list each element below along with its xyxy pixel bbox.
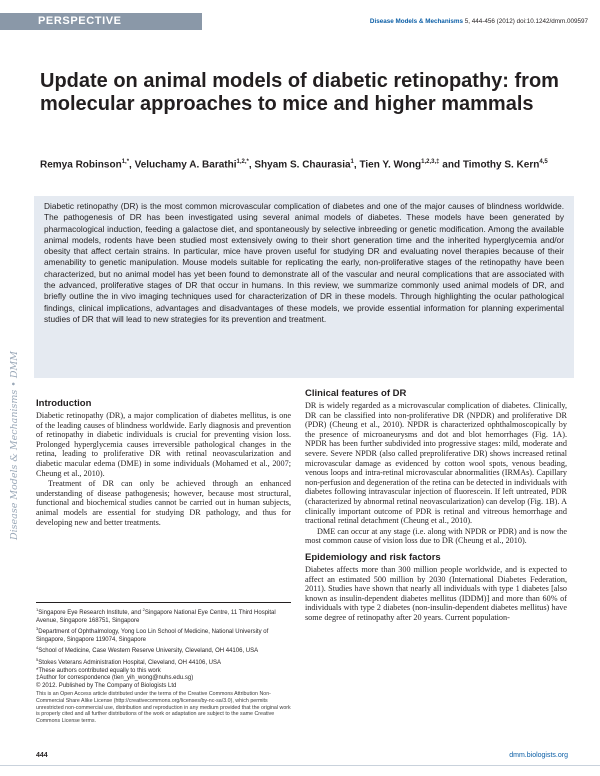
author-name: Remya Robinson bbox=[40, 159, 122, 171]
footnote-text: Singapore Eye Research Institute, and bbox=[38, 610, 143, 616]
article-title: Update on animal models of diabetic retinopathy: from molecular approaches to mice and higher mammals bbox=[40, 70, 559, 115]
author-separator: , bbox=[129, 159, 135, 171]
footer-rule bbox=[0, 765, 600, 766]
footnotes bbox=[36, 606, 291, 724]
abstract-box bbox=[34, 196, 574, 378]
journal-name: Disease Models & Mechanisms bbox=[369, 18, 464, 25]
epidemiology-paragraph-1: Diabetes affects more than 300 million people worldwide, and is expected to affect an estimated 500 million by 2030 (International Diabetes Federation, 2011). Studies have shown that nearly all individuals with type 1 diabetes [also known as insulin-dependent diabetes mellitus (IDDM)] and more than 60% of individuals with type 2 diabetes (non-insulin-dependent diabetes mellitus) have some degree of retinopathy after 20 years. Current population- bbox=[305, 564, 567, 622]
journal-ref: 5, 444-456 (2012) doi:10.1242/dmm.009597 bbox=[463, 18, 588, 25]
clinical-paragraph-1: DR is widely regarded as a microvascular complication of diabetes. Clinically, DR can be classified into non-proliferative DR (NPDR) and proliferative DR (PDR) (Cheung et al., 2010). NPDR is characterized ophthalmoscopically by the presence of microaneurysms and dot and blot hemorrhages (Fig. 1A). NPDR has been further subdivided into progressive stages: mild, moderate and severe. Severe NPDR (also called preproliferative DR) shows increased retinal microvascular damage as evidenced by cotton wool spots, venous beading, venous loops and intra-retinal microvascular abnormalities (IRMAs). Capillary non-perfusion and degeneration of the retina can be detected in individuals with diabetes following intravascular injection of fluorescein. If left untreated, PDR (characterized by abnormal retinal neovascularization) can develop (Fig. 1B). A clinically important outcome of PDR is retinal and vitreous hemorrhage and tractional retinal detachment (Cheung et al., 2010). bbox=[305, 401, 567, 526]
author-affiliation: 4,5 bbox=[539, 159, 548, 165]
journal-citation bbox=[370, 18, 588, 25]
author-separator: and bbox=[439, 159, 463, 171]
footnote-divider bbox=[36, 602, 291, 603]
affiliation-4 bbox=[36, 644, 291, 656]
footnote-marker: 5 bbox=[36, 656, 39, 662]
page-number: 444 bbox=[36, 752, 48, 759]
section-heading-introduction: Introduction bbox=[36, 398, 92, 409]
author-separator: , bbox=[353, 159, 360, 171]
footnote-marker: 1 bbox=[36, 607, 39, 612]
left-column bbox=[36, 398, 291, 527]
header-bar bbox=[0, 0, 600, 32]
abstract-text: Diabetic retinopathy (DR) is the most common microvascular complication of diabetes and one of the major causes of blindness worldwide. The pathogenesis of DR has been investigated using several animal models of diabetes. These models have been generated by pharmacological induction, feeding a galactose diet, and spontaneously by selective inbreeding or genetic modification. Among the available animal models, rodents have been studied most extensively owing to their short generation time and the inherited hyperglycemia and/or obesity that affect certain strains. In particular, mice have proven useful for studying DR and evaluating novel therapies because of their amenability to genetic manipulation. Mouse models suitable for replicating the early, non-proliferative stages of the retinopathy have been characterized, but no animal model has yet been found to demonstrate all of the vascular and neural complications that are associated with the advanced, proliferative stages of DR that occur in humans. In this review, we summarize commonly used animal models of DR, and briefly outline the in vivo imaging techniques used for characterization of DR in these models. Through highlighting the ocular pathological findings, clinical implications, advantages and disadvantages of these models, we provide essential information for planning experimental studies of DR that will lead to new strategies for its prevention and treatment. bbox=[44, 201, 564, 324]
author-name: Shyam S. Chaurasia bbox=[254, 159, 351, 171]
author-name: Timothy S. Kern bbox=[462, 159, 540, 171]
equal-contribution-note: *These authors contributed equally to this work bbox=[36, 667, 161, 674]
footnote-text: Department of Ophthalmology, Yong Loo Lin School of Medicine, National University of Singapore, Singapore 119074, Singapore bbox=[36, 629, 269, 643]
author-name: Veluchamy A. Barathi bbox=[134, 159, 237, 171]
section-badge bbox=[0, 13, 202, 30]
journal-website: dmm.biologists.org bbox=[509, 752, 568, 759]
author-list bbox=[40, 155, 560, 172]
license-note: This is an Open Access article distributed under the terms of the Creative Commons Attribution Non-Commercial Share Alike License (http://creativecommons.org/licenses/by-nc-sa/3.0), which permits unrestricted non-commercial use, distribution and reproduction in any medium provided that the original work is properly cited and all further distributions of the work or adaptation are subject to the same Creative Commons License terms. bbox=[36, 691, 291, 724]
author-affiliation: 1,2,* bbox=[236, 159, 249, 165]
author-affiliation: 1 bbox=[350, 159, 354, 165]
footnote-text: Stokes Veterans Administration Hospital, Cleveland, OH 44106, USA bbox=[38, 659, 221, 666]
affiliation-5 bbox=[36, 656, 291, 668]
intro-paragraph-1: Diabetic retinopathy (DR), a major complication of diabetes mellitus, is one of the leading causes of blindness worldwide. Early diagnosis and prevention of retinopathy in diabetic individuals is crucial for preventing vision loss. Prolonged hyperglycemia causes irreversible pathological changes in the retina, leading to proliferative DR with retinal neovascularization and diabetic macular edema (DME) in some individuals (Mohamed et al., 2007; Cheung et al., 2010). bbox=[36, 411, 291, 478]
affiliation-1-2 bbox=[36, 606, 291, 625]
correspondence-note: ‡Author for correspondence (tien_yih_wong@nuhs.edu.sg) bbox=[36, 675, 194, 682]
right-column bbox=[305, 388, 567, 622]
footnote-text: Singapore National Eye Centre, 11 Third Hospital Avenue, Singapore 168751, Singapore bbox=[36, 610, 276, 624]
author-separator: , bbox=[248, 159, 255, 171]
footnote-marker: 2 bbox=[142, 607, 145, 612]
section-heading-epidemiology: Epidemiology and risk factors bbox=[305, 551, 441, 563]
journal-sidebar-text: Disease Models & Mechanisms • DMM bbox=[9, 351, 20, 540]
author-affiliation: 1,* bbox=[121, 159, 130, 165]
footnote-marker: 4 bbox=[36, 645, 39, 651]
author-affiliation: 1,2,3,‡ bbox=[421, 159, 440, 165]
footnote-marker: 3 bbox=[36, 626, 39, 632]
footnote-text: School of Medicine, Case Western Reserve University, Cleveland, OH 44106, USA bbox=[38, 648, 259, 655]
clinical-paragraph-2: DME can occur at any stage (i.e. along with NPDR or PDR) and is now the most common cause of vision loss due to DR (Cheung et al., 2010). bbox=[305, 526, 567, 546]
affiliation-3 bbox=[36, 625, 291, 644]
section-label: PERSPECTIVE bbox=[38, 15, 122, 27]
section-heading-clinical-features: Clinical features of DR bbox=[305, 388, 407, 399]
intro-paragraph-2: Treatment of DR can only be achieved through an enhanced understanding of disease pathogenesis; however, because most structural, functional and biochemical studies cannot be carried out in human subjects, animal models are essential for studying DR pathology, and thus for developing new and better treatments. bbox=[36, 479, 291, 527]
author-name: Tien Y. Wong bbox=[359, 159, 422, 171]
copyright-note: © 2012. Published by The Company of Biologists Ltd bbox=[36, 682, 177, 689]
